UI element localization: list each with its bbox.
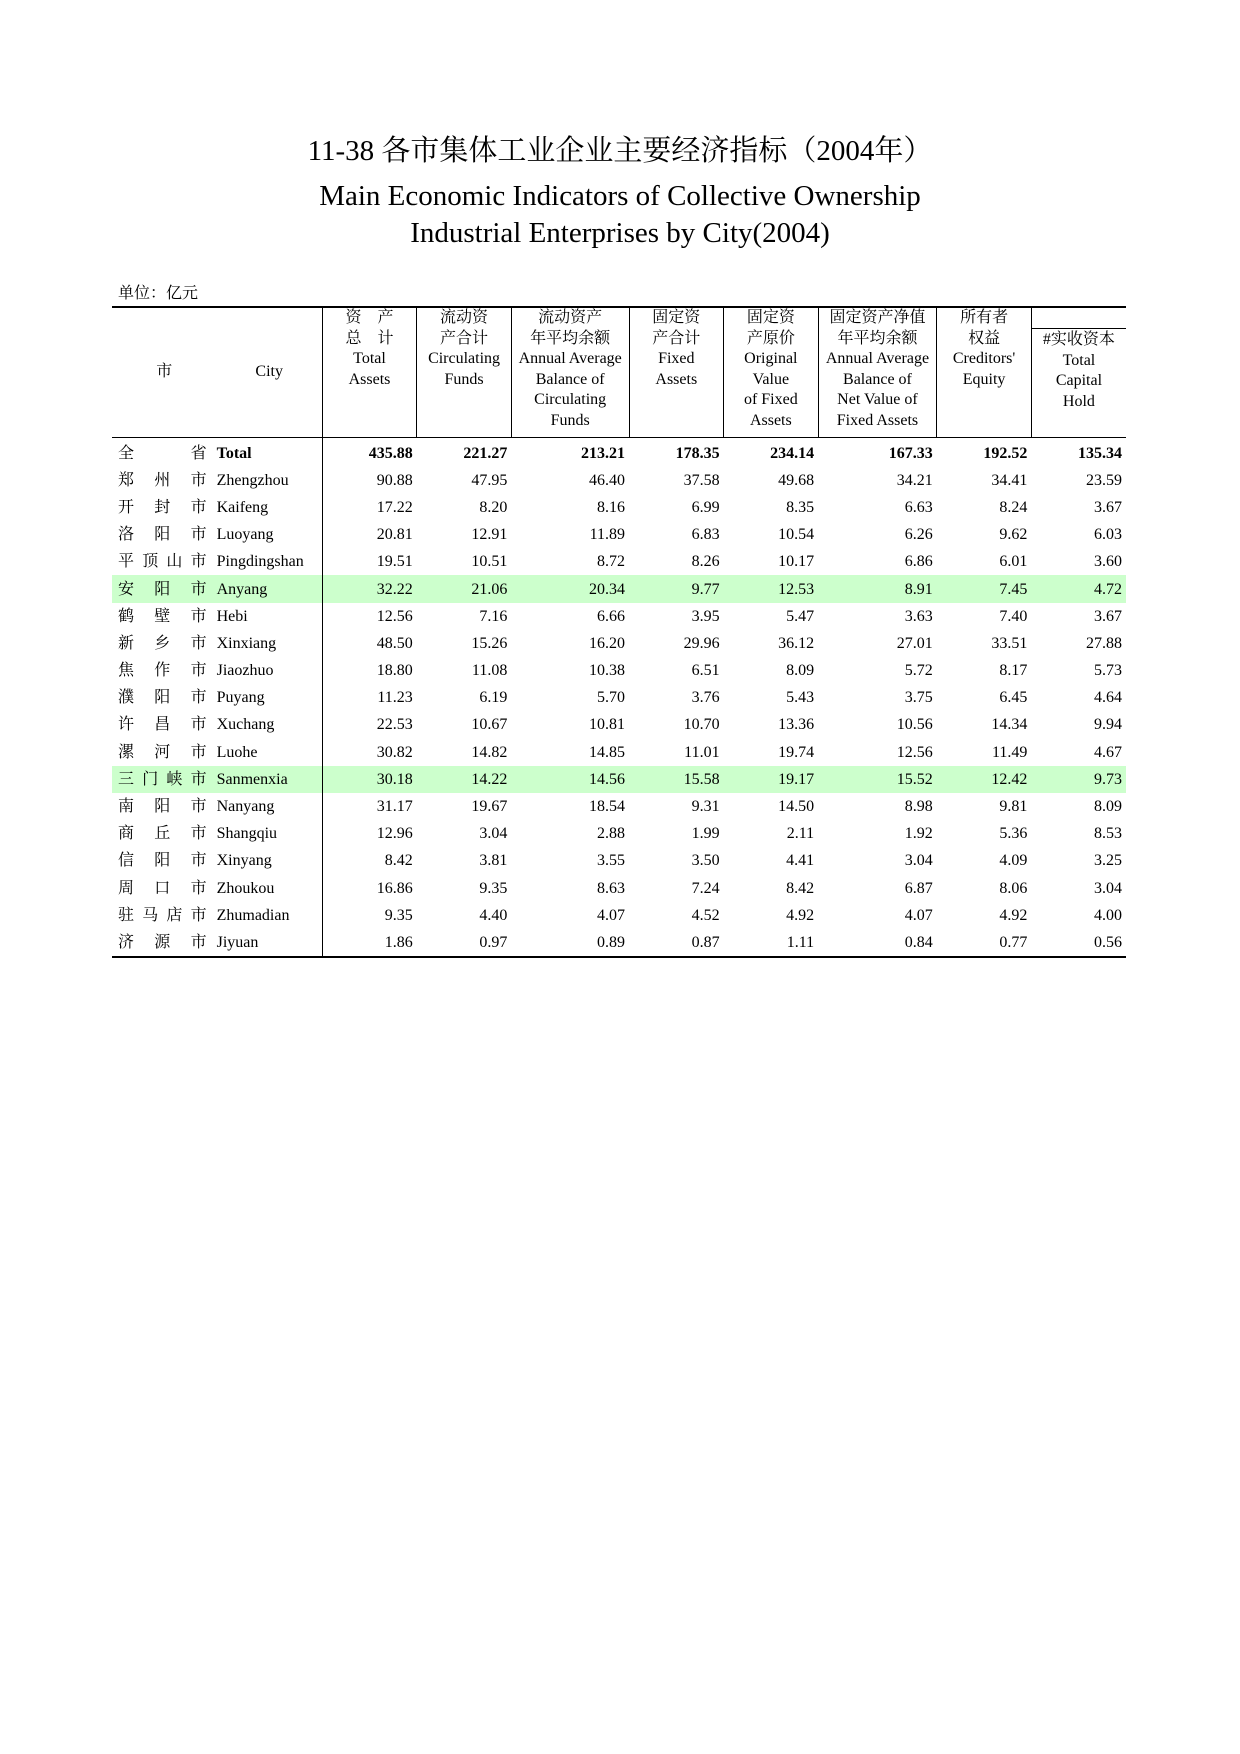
value-cell: 3.81 [479, 852, 508, 870]
city-name-en: Zhengzhou [217, 467, 323, 494]
value-cell: 8.26 [691, 553, 720, 571]
value-cell: 8.42 [384, 852, 413, 870]
value-cell: 14.50 [778, 798, 815, 816]
value-cell: 5.47 [786, 607, 815, 625]
value-cell: 8.53 [1094, 825, 1122, 843]
city-name-cn: 鹤壁市 [118, 607, 207, 625]
value-cell: 4.64 [1094, 689, 1122, 707]
city-name-en: Jiaozhuo [217, 657, 323, 684]
table-row [112, 766, 1126, 793]
city-name-cn: 漯河市 [118, 743, 207, 761]
header-line: 固定资产净值 [829, 309, 926, 326]
header-line: Balance of [843, 370, 912, 388]
city-name-en: Xinxiang [217, 630, 323, 657]
value-cell: 6.51 [691, 662, 720, 680]
table-row [112, 467, 1126, 494]
header-line: Value [752, 370, 790, 388]
value-cell: 1.86 [384, 933, 413, 951]
value-cell: 15.52 [818, 766, 937, 793]
city-name-cn: 三门峡市 [112, 766, 217, 793]
header-total-capital-block [1032, 328, 1126, 412]
city-name-cn: 南阳市 [118, 798, 207, 816]
value-cell: 17.22 [376, 498, 413, 516]
city-name-en: Xuchang [217, 711, 323, 738]
value-cell: 5.70 [597, 689, 626, 707]
value-cell: 0.84 [904, 933, 933, 951]
value-cell: 20.34 [511, 575, 629, 602]
value-cell: 3.55 [597, 852, 626, 870]
value-cell: 234.14 [770, 444, 815, 462]
header-row [112, 307, 1126, 437]
city-name-cn: 许昌市 [118, 716, 207, 734]
city-name-en: Shangqiu [217, 820, 323, 847]
value-cell: 12.56 [896, 743, 933, 761]
value-cell: 8.98 [904, 798, 933, 816]
value-cell: 178.35 [675, 444, 720, 462]
value-cell: 9.62 [999, 526, 1028, 544]
header-total-assets [322, 307, 417, 437]
header-line: Capital [1055, 372, 1103, 389]
header-line: Assets [749, 411, 792, 429]
header-line: 流动资 [440, 309, 489, 326]
table-row [112, 630, 1126, 657]
header-annual-avg-circulating [511, 307, 629, 437]
value-cell: 0.97 [479, 933, 508, 951]
value-cell: 167.33 [888, 444, 933, 462]
value-cell: 4.40 [479, 906, 508, 924]
value-cell: 10.67 [471, 716, 508, 734]
value-cell: 4.09 [999, 852, 1028, 870]
value-cell: 36.12 [778, 634, 815, 652]
value-cell: 4.92 [786, 906, 815, 924]
value-cell: 19.51 [376, 553, 413, 571]
value-cell: 6.19 [479, 689, 508, 707]
value-cell: 3.04 [904, 852, 933, 870]
value-cell: 135.34 [1078, 444, 1122, 462]
table-row [112, 575, 1126, 602]
value-cell: 6.45 [999, 689, 1028, 707]
value-cell: 6.26 [904, 526, 933, 544]
city-name-cn: 郑州市 [118, 471, 207, 489]
city-name-en: Nanyang [217, 793, 323, 820]
value-cell: 4.00 [1094, 906, 1122, 924]
table-row [112, 793, 1126, 820]
header-original-value [724, 307, 819, 437]
value-cell: 14.82 [471, 743, 508, 761]
value-cell: 14.34 [991, 716, 1028, 734]
value-cell: 49.68 [778, 471, 815, 489]
value-cell: 192.52 [983, 444, 1028, 462]
value-cell: 11.49 [991, 743, 1028, 761]
value-cell: 6.03 [1094, 526, 1122, 544]
city-name-en: Luohe [217, 739, 323, 766]
value-cell: 0.56 [1094, 933, 1122, 951]
value-cell: 10.38 [589, 662, 626, 680]
value-cell: 5.73 [1094, 662, 1122, 680]
table-body [112, 437, 1126, 957]
value-cell: 15.26 [471, 634, 508, 652]
value-cell: 9.77 [629, 575, 724, 602]
city-name-en: Jiyuan [217, 929, 323, 957]
value-cell: 33.51 [991, 634, 1028, 652]
value-cell: 23.59 [1086, 471, 1122, 489]
value-cell: 90.88 [376, 471, 413, 489]
value-cell: 13.36 [778, 716, 815, 734]
table-row [112, 739, 1126, 766]
value-cell: 9.31 [691, 798, 720, 816]
city-name-en: Zhoukou [217, 875, 323, 902]
value-cell: 8.35 [786, 498, 815, 516]
value-cell: 34.21 [896, 471, 933, 489]
header-line: 固定资 [746, 309, 795, 326]
value-cell: 11.01 [684, 743, 720, 761]
value-cell: 6.66 [597, 607, 626, 625]
header-fixed-assets [629, 307, 724, 437]
header-creditors-equity [937, 307, 1032, 437]
header-line: #实收资本 [1042, 331, 1115, 348]
value-cell: 12.56 [376, 607, 413, 625]
city-name-en: Kaifeng [217, 494, 323, 521]
header-line: Total [353, 350, 386, 367]
city-name-cn: 全 省 [118, 444, 207, 462]
value-cell: 37.58 [683, 471, 720, 489]
city-name-en: Zhumadian [217, 902, 323, 929]
value-cell: 10.70 [683, 716, 720, 734]
value-cell: 27.88 [1086, 634, 1122, 652]
title-english-line1: Main Economic Indicators of Collective Ownership [319, 180, 921, 212]
value-cell: 11.23 [377, 689, 413, 707]
value-cell: 3.67 [1094, 498, 1122, 516]
value-cell: 10.17 [778, 553, 815, 571]
value-cell: 221.27 [463, 444, 508, 462]
value-cell: 8.20 [479, 498, 508, 516]
city-name-en: Pingdingshan [217, 548, 323, 575]
city-name-cn: 信阳市 [118, 852, 207, 870]
value-cell: 31.17 [376, 798, 413, 816]
value-cell: 8.17 [999, 662, 1028, 680]
header-city-cn: 市 [112, 307, 217, 437]
value-cell: 7.24 [691, 879, 720, 897]
title-english-line2: Industrial Enterprises by City(2004) [410, 217, 830, 249]
city-name-cn: 新乡市 [118, 634, 207, 652]
value-cell: 3.60 [1094, 553, 1122, 571]
table-row [112, 875, 1126, 902]
city-name-cn: 驻马店市 [118, 906, 207, 924]
value-cell: 9.35 [384, 906, 413, 924]
value-cell: 47.95 [471, 471, 508, 489]
header-line: Original [744, 350, 798, 367]
header-line: Fixed Assets [836, 411, 919, 429]
value-cell: 8.72 [597, 553, 626, 571]
unit-label: 单位：亿元 [118, 285, 199, 302]
header-annual-avg-net-value [818, 307, 937, 437]
value-cell: 10.81 [589, 716, 626, 734]
value-cell: 19.74 [778, 743, 815, 761]
value-cell: 0.87 [691, 933, 720, 951]
value-cell: 19.67 [471, 798, 508, 816]
header-line: 产合计 [652, 329, 701, 347]
value-cell: 32.22 [322, 575, 417, 602]
value-cell: 8.16 [597, 498, 626, 516]
value-cell: 0.77 [999, 933, 1028, 951]
header-line: Creditors' [952, 350, 1016, 367]
table-row [112, 657, 1126, 684]
header-line: Circulating [428, 350, 501, 367]
table-row [112, 820, 1126, 847]
value-cell: 7.45 [937, 575, 1032, 602]
value-cell: 20.81 [376, 526, 413, 544]
header-line: 权益 [968, 329, 1001, 347]
table-row [112, 684, 1126, 711]
header-line: Net Value of [837, 391, 918, 408]
header-total-capital [1031, 307, 1126, 437]
table-row [112, 929, 1126, 957]
header-line: of Fixed [743, 391, 798, 408]
value-cell: 5.43 [786, 689, 815, 707]
value-cell: 5.72 [904, 662, 933, 680]
value-cell: 10.51 [471, 553, 508, 571]
value-cell: 4.07 [597, 906, 626, 924]
header-line: 所有者 [960, 309, 1009, 326]
city-name-cn: 濮阳市 [118, 689, 207, 707]
header-line: 总 计 [345, 329, 394, 347]
table-row [112, 847, 1126, 874]
header-line: Total [1062, 351, 1096, 369]
header-line: Fixed [658, 350, 695, 367]
city-name-en: Xinyang [217, 847, 323, 874]
value-cell: 2.88 [597, 825, 626, 843]
value-cell: 12.91 [471, 526, 508, 544]
header-line: Equity [962, 370, 1006, 388]
value-cell: 7.16 [479, 607, 508, 625]
header-city-en: City [217, 307, 323, 437]
value-cell: 10.56 [896, 716, 933, 734]
city-name-en: Puyang [217, 684, 323, 711]
city-name-en: Anyang [217, 575, 323, 602]
city-name-cn: 商丘市 [118, 825, 207, 843]
header-line: 产合计 [440, 329, 489, 347]
value-cell: 27.01 [896, 634, 933, 652]
value-cell: 3.25 [1094, 852, 1122, 870]
total-row [112, 437, 1126, 467]
header-line: Funds [550, 411, 590, 429]
value-cell: 5.36 [999, 825, 1028, 843]
value-cell: 1.11 [786, 933, 815, 951]
value-cell: 4.07 [904, 906, 933, 924]
value-cell: 3.76 [691, 689, 720, 707]
header-line: Hold [1062, 392, 1095, 410]
city-name-cn: 济源市 [118, 933, 207, 951]
value-cell: 213.21 [581, 444, 626, 462]
header-line: 固定资 [652, 309, 701, 326]
city-name-cn: 开封市 [118, 498, 207, 516]
header-line: 流动资产 [538, 309, 603, 326]
value-cell: 4.92 [999, 906, 1028, 924]
value-cell: 8.09 [786, 662, 815, 680]
value-cell: 48.50 [376, 634, 413, 652]
value-cell: 8.09 [1094, 798, 1122, 816]
value-cell: 3.63 [904, 607, 933, 625]
value-cell: 21.06 [417, 575, 512, 602]
value-cell: 16.86 [376, 879, 413, 897]
city-name-en: Luoyang [217, 521, 323, 548]
value-cell: 6.86 [904, 553, 933, 571]
value-cell: 4.52 [691, 906, 720, 924]
indicators-table [112, 306, 1126, 958]
header-line: Annual Average [518, 350, 622, 367]
header-line: 资 产 [345, 309, 394, 326]
city-name-cn: 安阳市 [112, 575, 217, 602]
value-cell: 8.24 [999, 498, 1028, 516]
value-cell: 3.95 [691, 607, 720, 625]
value-cell: 3.75 [904, 689, 933, 707]
value-cell: 3.67 [1094, 607, 1122, 625]
value-cell: 14.85 [589, 743, 626, 761]
city-name-cn: 洛阳市 [118, 526, 207, 544]
value-cell: 9.94 [1094, 716, 1122, 734]
table-row [112, 548, 1126, 575]
value-cell: 4.41 [786, 852, 815, 870]
city-name-en: Total [217, 437, 323, 467]
table-row [112, 603, 1126, 630]
value-cell: 12.96 [376, 825, 413, 843]
value-cell: 18.80 [376, 662, 413, 680]
value-cell: 4.67 [1094, 743, 1122, 761]
value-cell: 19.17 [724, 766, 819, 793]
value-cell: 8.06 [999, 879, 1028, 897]
value-cell: 18.54 [589, 798, 626, 816]
value-cell: 12.42 [937, 766, 1032, 793]
city-name-cn: 周口市 [118, 879, 207, 897]
value-cell: 435.88 [368, 444, 413, 462]
header-line: Circulating [534, 391, 607, 408]
city-name-en: Hebi [217, 603, 323, 630]
header-line: 年平均余额 [530, 329, 611, 347]
value-cell: 22.53 [376, 716, 413, 734]
value-cell: 8.42 [786, 879, 815, 897]
value-cell: 10.54 [778, 526, 815, 544]
value-cell: 9.73 [1031, 766, 1126, 793]
value-cell: 6.01 [999, 553, 1028, 571]
value-cell: 3.50 [691, 852, 720, 870]
value-cell: 1.99 [691, 825, 720, 843]
table-row [112, 521, 1126, 548]
value-cell: 1.92 [904, 825, 933, 843]
value-cell: 46.40 [589, 471, 626, 489]
value-cell: 8.63 [597, 879, 626, 897]
header-line: Funds [444, 370, 484, 388]
table-row [112, 711, 1126, 738]
value-cell: 15.58 [629, 766, 724, 793]
header-circulating-funds [417, 307, 512, 437]
value-cell: 8.91 [818, 575, 937, 602]
value-cell: 7.40 [999, 607, 1028, 625]
table-row [112, 902, 1126, 929]
value-cell: 14.56 [511, 766, 629, 793]
value-cell: 11.89 [589, 526, 626, 544]
header-line: 年平均余额 [837, 329, 918, 347]
city-name-en: Sanmenxia [217, 766, 323, 793]
value-cell: 0.89 [597, 933, 626, 951]
value-cell: 34.41 [991, 471, 1028, 489]
value-cell: 16.20 [589, 634, 626, 652]
value-cell: 30.82 [376, 743, 413, 761]
value-cell: 11.08 [471, 662, 508, 680]
value-cell: 9.35 [479, 879, 508, 897]
value-cell: 14.22 [417, 766, 512, 793]
value-cell: 6.87 [904, 879, 933, 897]
value-cell: 9.81 [999, 798, 1028, 816]
city-name-cn: 平顶山市 [118, 553, 207, 571]
value-cell: 3.04 [479, 825, 508, 843]
value-cell: 30.18 [322, 766, 417, 793]
table-row [112, 494, 1126, 521]
value-cell: 6.99 [691, 498, 720, 516]
header-line: Assets [348, 370, 391, 388]
title-chinese: 11-38 各市集体工业企业主要经济指标（2004年） [307, 135, 933, 167]
value-cell: 29.96 [683, 634, 720, 652]
value-cell: 6.83 [691, 526, 720, 544]
value-cell: 4.72 [1031, 575, 1126, 602]
value-cell: 3.04 [1094, 879, 1122, 897]
value-cell: 12.53 [724, 575, 819, 602]
value-cell: 2.11 [786, 825, 815, 843]
header-line: Annual Average [825, 350, 930, 367]
header-line: Balance of [535, 370, 605, 388]
city-name-cn: 焦作市 [118, 662, 207, 680]
value-cell: 6.63 [904, 498, 933, 516]
header-line: Assets [655, 370, 698, 388]
header-line: 产原价 [746, 329, 795, 347]
